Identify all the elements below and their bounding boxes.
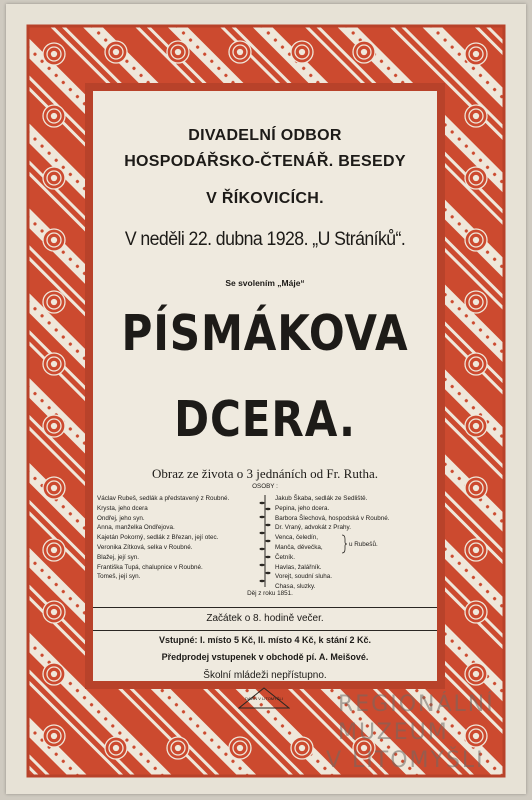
rosette-ornament bbox=[474, 486, 479, 491]
cast-member: Veronika Zítková, selka v Roubné. bbox=[97, 543, 193, 551]
rosette-ornament bbox=[52, 362, 57, 367]
rosette-ornament bbox=[52, 176, 57, 181]
admission-prices: Vstupné: I. místo 5 Kč, II. místo 4 Kč, k stání 2 Kč. bbox=[158, 635, 372, 645]
rosette-ornament bbox=[300, 746, 305, 751]
rosette-ornament bbox=[114, 746, 119, 751]
rosette-ornament bbox=[52, 238, 57, 243]
organizer-line-2: HOSPODÁŘSKO-ČTENÁŘ. BESEDY bbox=[124, 153, 406, 170]
rosette-ornament bbox=[52, 486, 57, 491]
rosette-ornament bbox=[114, 50, 119, 55]
rosette-ornament bbox=[52, 52, 57, 57]
rosette-ornament bbox=[474, 114, 479, 119]
rosette-ornament bbox=[176, 746, 181, 751]
rosette-ornament bbox=[52, 424, 57, 429]
museum-watermark bbox=[318, 690, 518, 780]
setting-year: Děj z roku 1851. bbox=[247, 590, 293, 597]
cast-heading: OSOBY : bbox=[252, 483, 278, 490]
rosette-ornament bbox=[52, 734, 57, 739]
rosette-ornament bbox=[238, 50, 243, 55]
organizer-line-3: V ŘÍKOVICÍCH. bbox=[206, 190, 324, 207]
watermark-line-3: V LITOMYŠLI bbox=[326, 748, 485, 773]
organizer-line-1: DIVADELNÍ ODBOR bbox=[188, 127, 342, 144]
performance-date: V neděli 22. dubna 1928. „U Stráníků“. bbox=[124, 229, 406, 250]
divider-top bbox=[93, 607, 437, 608]
rosette-ornament bbox=[52, 672, 57, 677]
presale-info: Předprodej vstupenek v obchodě pí. A. Meišové. bbox=[161, 652, 369, 662]
rosette-ornament bbox=[474, 362, 479, 367]
rosette-ornament bbox=[52, 548, 57, 553]
cast-member: Kajetán Pokorný, sedlák z Březan, její otec. bbox=[97, 534, 219, 542]
rosette-ornament bbox=[474, 610, 479, 615]
age-restriction: Školní mládeži nepřístupno. bbox=[203, 670, 327, 681]
cast-member: Pepina, jeho dcera. bbox=[275, 504, 330, 512]
cast-member: Venca, čeledín, bbox=[275, 534, 319, 542]
cast-member: Manča, děvečka, bbox=[275, 543, 323, 551]
cast-member: Tomeš, její syn. bbox=[97, 573, 141, 581]
rosette-ornament bbox=[362, 50, 367, 55]
poster-sheet bbox=[6, 4, 526, 794]
rosette-ornament bbox=[474, 672, 479, 677]
printer-logo-text: DAVIN V LITOMYŠLI bbox=[245, 696, 283, 701]
start-time: Začátek o 8. hodině večer. bbox=[206, 613, 324, 624]
rosette-ornament bbox=[474, 300, 479, 305]
rosette-ornament bbox=[474, 176, 479, 181]
rosette-ornament bbox=[474, 238, 479, 243]
rosette-ornament bbox=[52, 610, 57, 615]
rosette-ornament bbox=[300, 50, 305, 55]
cast-member: Dr. Vraný, advokát z Prahy. bbox=[275, 524, 351, 532]
cast-member: Františka Tupá, chalupnice v Roubné. bbox=[97, 563, 203, 571]
cast-member: Barbora Šlechová, hospodská v Roubné. bbox=[275, 514, 390, 522]
watermark-line-1: REGIONÁLNÍ bbox=[338, 692, 495, 717]
cast-member: Blažej, její syn. bbox=[97, 553, 139, 561]
play-title-line-2: DCERA. bbox=[174, 391, 356, 448]
cast-bracket-label: u Rubešů. bbox=[349, 541, 378, 548]
play-subtitle: Obraz ze života o 3 jednáních od Fr. Rutha. bbox=[152, 466, 378, 481]
cast-member: Krysta, jeho dcera bbox=[97, 504, 148, 512]
cast-member: Chasa, sluzky. bbox=[275, 583, 316, 591]
cast-member: Anna, manželka Ondřejova. bbox=[97, 524, 175, 532]
cast-divider-ornament bbox=[259, 495, 271, 587]
rosette-ornament bbox=[474, 548, 479, 553]
rosette-ornament bbox=[238, 746, 243, 751]
cast-member: Václav Rubeš, sedlák a představený z Roubné. bbox=[97, 495, 230, 502]
cast-member: Ondřej, jeho syn. bbox=[97, 514, 145, 522]
rosette-ornament bbox=[52, 300, 57, 305]
poster-text-panel bbox=[93, 91, 437, 701]
cast-list-left bbox=[97, 494, 229, 582]
divider-bottom bbox=[93, 630, 437, 631]
rosette-ornament bbox=[176, 50, 181, 55]
cast-bracket bbox=[341, 534, 347, 554]
cast-member: Jakub Škaba, sedlák ze Sedliště. bbox=[275, 495, 368, 502]
rosette-ornament bbox=[52, 114, 57, 119]
rosette-ornament bbox=[474, 52, 479, 57]
play-title-line-1: PÍSMÁKOVA bbox=[121, 305, 409, 362]
cast-member: Četník. bbox=[275, 553, 295, 561]
rosette-ornament bbox=[474, 424, 479, 429]
watermark-line-2: MUZEUM bbox=[338, 720, 449, 745]
printer-logo bbox=[238, 687, 290, 714]
cast-member: Vorejt, soudní sluha. bbox=[275, 573, 333, 581]
cast-member: Havlas, žalářník. bbox=[275, 563, 322, 571]
permission-note: Se svolením „Máje“ bbox=[225, 278, 305, 288]
